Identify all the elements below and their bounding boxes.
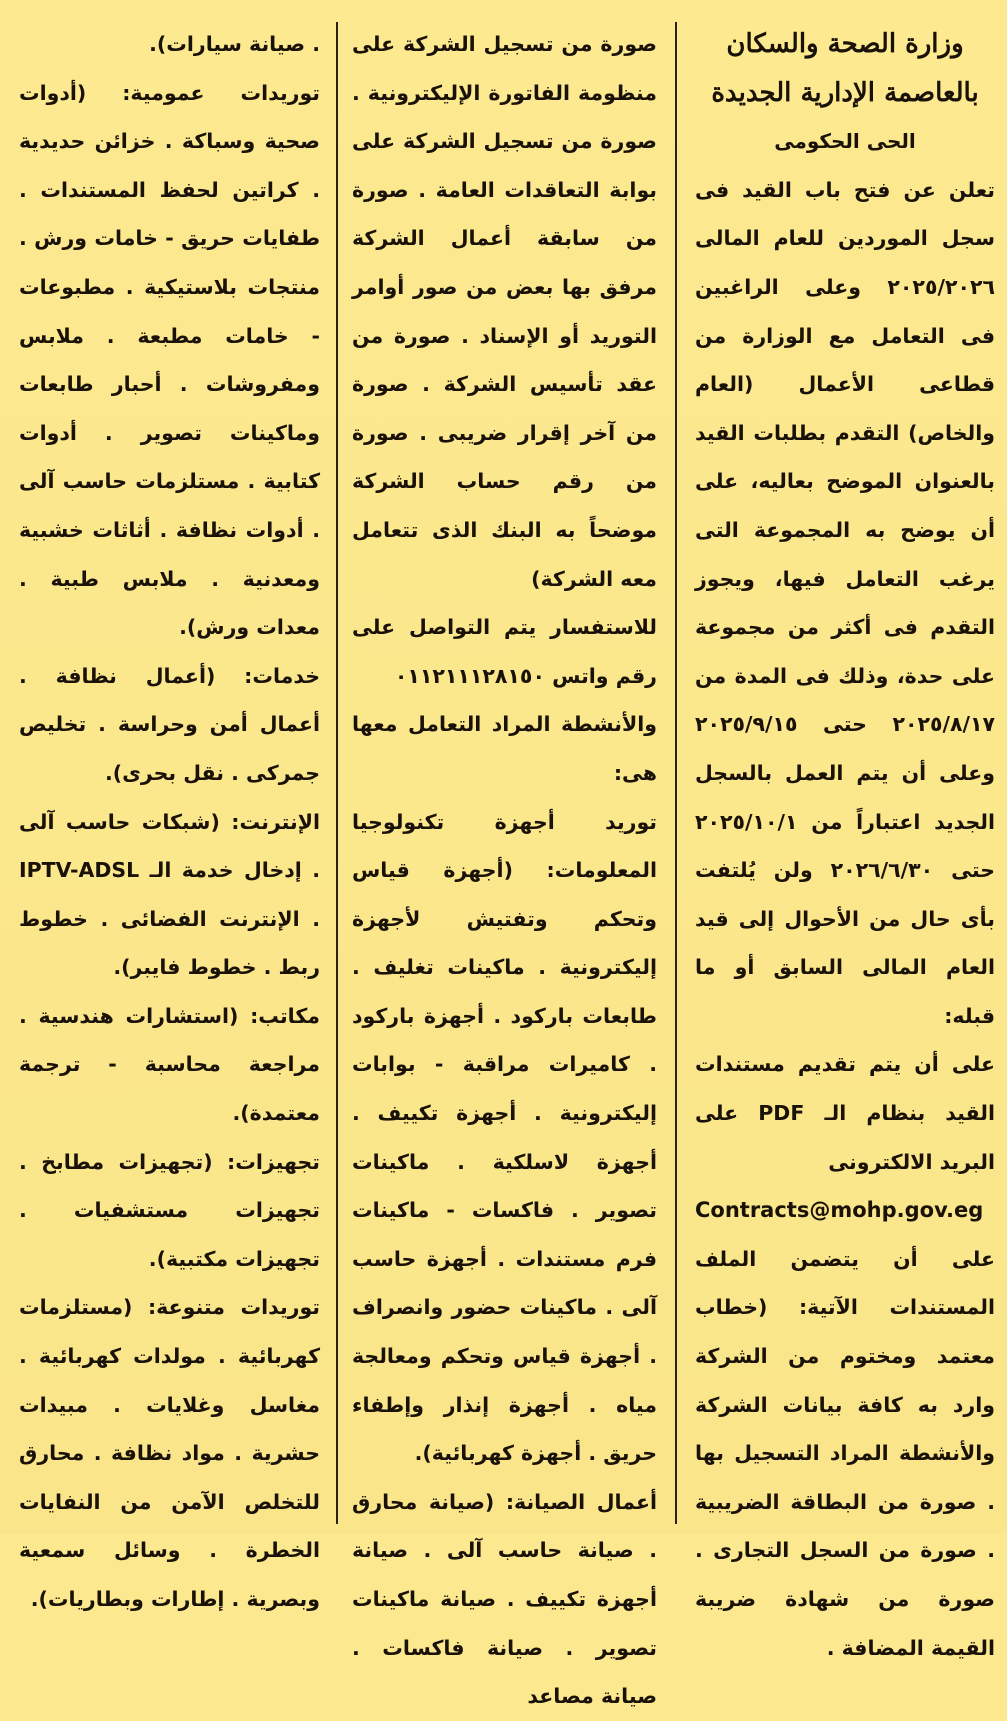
ministry-name-line1: وزارة الصحة والسكان	[726, 29, 964, 59]
activity-general-supplies: توريدات عمومية: (أدوات صحية وسباكة . خزائن حديدية . كراتين لحفظ المستندات . طفايات حريق - خامات ورش . منتجات بلاستيكية . مطبوعات - خامات مطبعة . ملابس ومفروشات . أحبار طابعات وماكينات تصوير . أدوات كتابية . مستلزمات حاسب آلى . أدوات نظافة . أثاثات خشبية ومعدنية . ملابس طبية . معدات ورش).	[19, 80, 320, 640]
activity-it-supplies: توريد أجهزة تكنولوجيا المعلومات: (أجهزة قياس وتحكم وتفتيش لأجهزة إليكترونية . ماكينات تغليف . طابعات باركود . أجهزة باركود . كاميرات مراقبة - بوابات إليكترونية . أجهزة تكييف . أجهزة لاسلكية . ماكينات تصوير . فاكسات - ماكينات فرم مستندات . أجهزة حاسب آلى . ماكينات حضور وانصراف . أجهزة قياس وتحكم ومعالجة مياه . أجهزة إنذار وإطفاء حريق . أجهزة كهربائية).	[352, 809, 657, 1466]
ministry-district: الحى الحكومى	[774, 129, 916, 154]
activity-equipment: تجهيزات: (تجهيزات مطابخ . تجهيزات مستشفيات . تجهيزات مكتبية).	[19, 1149, 320, 1271]
column-right	[695, 20, 995, 1660]
column-divider	[336, 22, 338, 1524]
whatsapp-contact: للاستفسار يتم التواصل على رقم واتس ٠١١٢١١١٢٨١٥٠	[352, 615, 657, 688]
column-divider	[675, 22, 677, 1524]
activity-misc-supplies: توريدات متنوعة: (مستلزمات كهربائية . مولدات كهربائية . مغاسل وغلايات . مبيدات حشرية . مواد نظافة . محارق للتخلص الآمن من النفايات الخطرة . وسائل سمعية وبصرية . إطارات وبطاريات).	[19, 1295, 320, 1611]
column-left	[19, 20, 320, 1611]
activity-internet: الإنترنت: (شبكات حاسب آلى . إدخال خدمة الـ IPTV-ADSL . الإنترنت الفضائى . خطوط ربط . خطوط فايبر).	[19, 809, 320, 980]
contact-email: Contracts@mohp.gov.eg	[695, 1198, 984, 1223]
documents-continued: صورة من تسجيل الشركة على منظومة الفاتورة الإليكترونية . صورة من تسجيل الشركة على بوابة التعاقدات العامة . صورة من سابقة أعمال الشركة مرفق بها بعض من صور أوامر التوريد أو الإسناد . صورة من عقد تأسيس الشركة . صورة من آخر إقرار ضريبى . صورة من رقم حساب الشركة موضحاً به البنك الذى تتعامل معه الشركة)	[352, 32, 657, 591]
submission-text: على أن يتم تقديم مستندات القيد بنظام الـ PDF على البريد الالكترونى	[695, 1052, 995, 1174]
column-middle	[352, 20, 657, 1709]
activity-services: خدمات: (أعمال نظافة . أعمال أمن وحراسة . تخليص جمركى . نقل بحرى).	[19, 663, 320, 785]
activity-maintenance-continued: . صيانة سيارات).	[149, 32, 320, 56]
ministry-name-line2: بالعاصمة الإدارية الجديدة	[711, 77, 979, 108]
announcement-text: تعلن عن فتح باب القيد فى سجل الموردين للعام المالى ٢٠٢٥/٢٠٢٦ وعلى الراغبين فى التعامل مع الوزارة من قطاعى الأعمال (العام والخاص) التقدم بطلبات القيد بالعنوان الموضح بعاليه، على أن يوضح به المجموعة التى يرغب التعامل فيها، ويجوز التقدم فى أكثر من مجموعة على حدة، وذلك فى المدة من ٢٠٢٥/٨/١٧ حتى ٢٠٢٥/٩/١٥ وعلى أن يتم العمل بالسجل الجديد اعتباراً من ٢٠٢٥/١٠/١ حتى ٢٠٢٦/٦/٣٠ ولن يُلتفت بأى حال من الأحوال إلى قيد العام المالى السابق أو ما قبله:	[695, 177, 995, 1028]
activities-heading: والأنشطة المراد التعامل معها هى:	[352, 712, 657, 785]
activity-maintenance: أعمال الصيانة: (صيانة محارق . صيانة حاسب آلى . صيانة أجهزة تكييف . صيانة ماكينات تصوير . صيانة فاكسات . صيانة مصاعد	[352, 1489, 657, 1709]
documents-intro: على أن يتضمن الملف المستندات الآتية: (خطاب معتمد ومختوم من الشركة وارد به كافة بيانات الشركة والأنشطة المراد التسجيل بها . صورة من البطاقة الضريبية . صورة من السجل التجارى . صورة من شهادة ضريبة القيمة المضافة .	[695, 1246, 995, 1660]
activity-offices: مكاتب: (استشارات هندسية . مراجعة محاسبة - ترجمة معتمدة).	[19, 1003, 320, 1126]
